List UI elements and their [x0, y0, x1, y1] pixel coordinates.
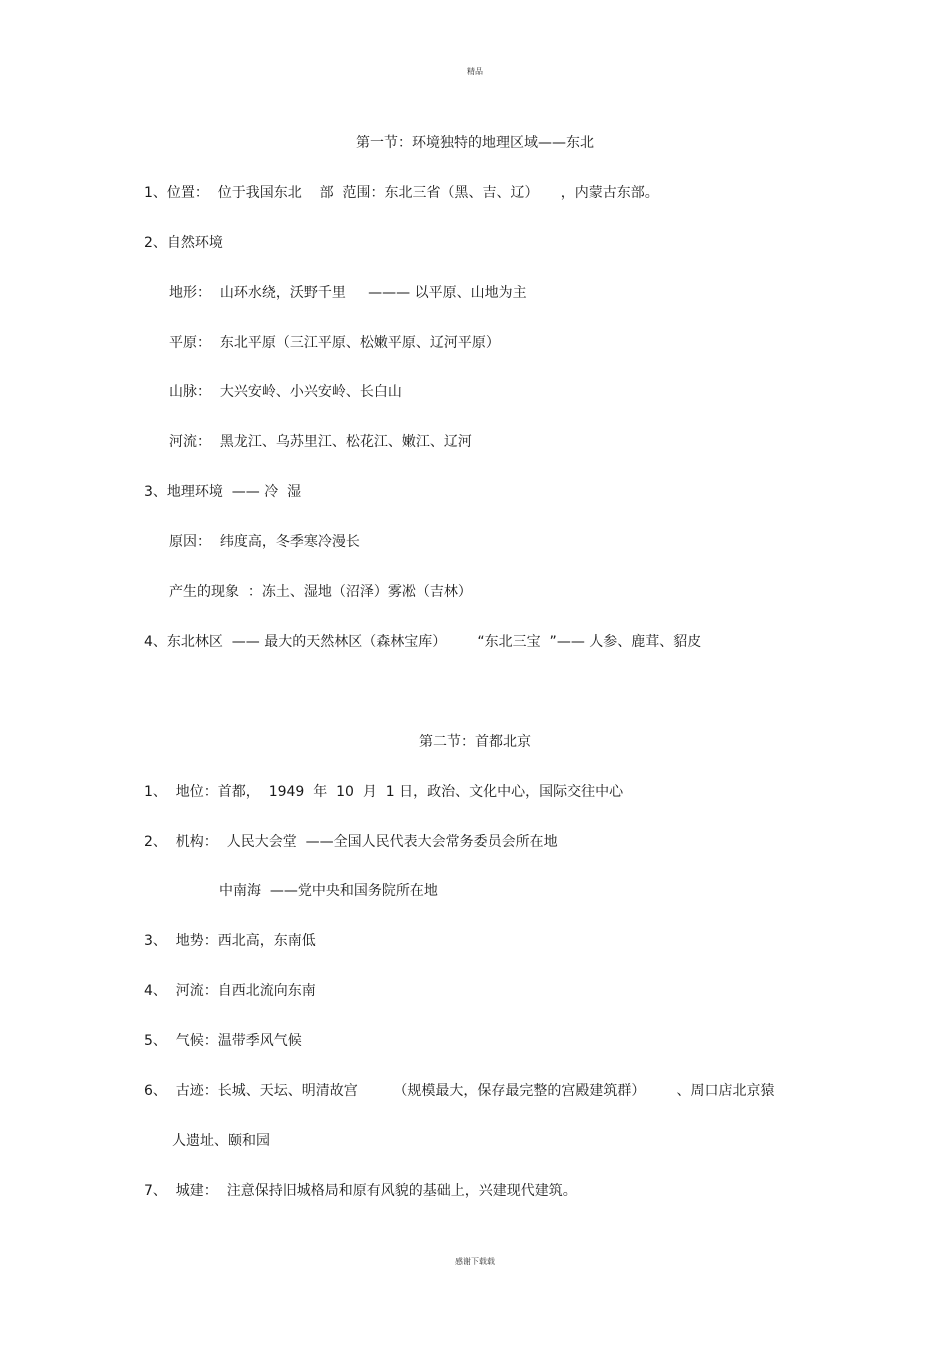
section-1-title: 第一节：环境独特的地理区域——东北 — [356, 135, 594, 151]
s2-line-rivers: 4、 河流：自西北流向东南 — [144, 983, 316, 999]
s2-line-sites-cont: 人遗址、颐和园 — [172, 1133, 270, 1149]
s2-line-urban: 7、 城建： 注意保持旧城格局和原有风貌的基础上，兴建现代建筑。 — [144, 1183, 577, 1199]
header-mark: 精品 — [467, 67, 483, 76]
s2-line-zhongnanhai: 中南海 ——党中央和国务院所在地 — [219, 883, 438, 899]
s1-line-reason: 原因： 纬度高，冬季寒冷漫长 — [169, 534, 360, 550]
s2-line-status: 1、 地位：首都， 1949 年 10 月 1 日，政治、文化中心，国际交往中心 — [144, 784, 624, 800]
s2-line-climate: 5、 气候：温带季风气候 — [144, 1033, 302, 1049]
section-2-title: 第二节：首都北京 — [419, 734, 531, 750]
s1-line-forest: 4、东北林区 —— 最大的天然林区（森林宝库） “东北三宝 ”—— 人参、鹿茸、貂皮 — [144, 634, 702, 650]
s2-line-sites: 6、 古迹：长城、天坛、明清故宫 （规模最大，保存最完整的宫殿建筑群） 、周口店北京猿 — [144, 1083, 775, 1099]
s1-line-geo-env: 3、地理环境 —— 冷 湿 — [144, 484, 302, 500]
s2-line-terrain: 3、 地势：西北高，东南低 — [144, 933, 316, 949]
s1-line-position: 1、位置： 位于我国东北 部 范围：东北三省（黑、吉、辽） ，内蒙古东部。 — [144, 185, 659, 201]
s1-line-plains: 平原： 东北平原（三江平原、松嫩平原、辽河平原） — [169, 335, 500, 351]
footer-mark: 感谢下载载 — [455, 1257, 495, 1266]
s1-line-nature-heading: 2、自然环境 — [144, 235, 223, 251]
s1-line-mountains: 山脉： 大兴安岭、小兴安岭、长白山 — [169, 384, 402, 400]
s1-line-rivers: 河流： 黑龙江、乌苏里江、松花江、嫩江、辽河 — [169, 434, 472, 450]
s1-line-terrain: 地形： 山环水绕，沃野千里 ——— 以平原、山地为主 — [169, 285, 527, 301]
s1-line-phenomena: 产生的现象 ：冻土、湿地（沼泽）雾凇（吉林） — [169, 584, 472, 600]
s2-line-institutions: 2、 机构： 人民大会堂 ——全国人民代表大会常务委员会所在地 — [144, 834, 558, 850]
